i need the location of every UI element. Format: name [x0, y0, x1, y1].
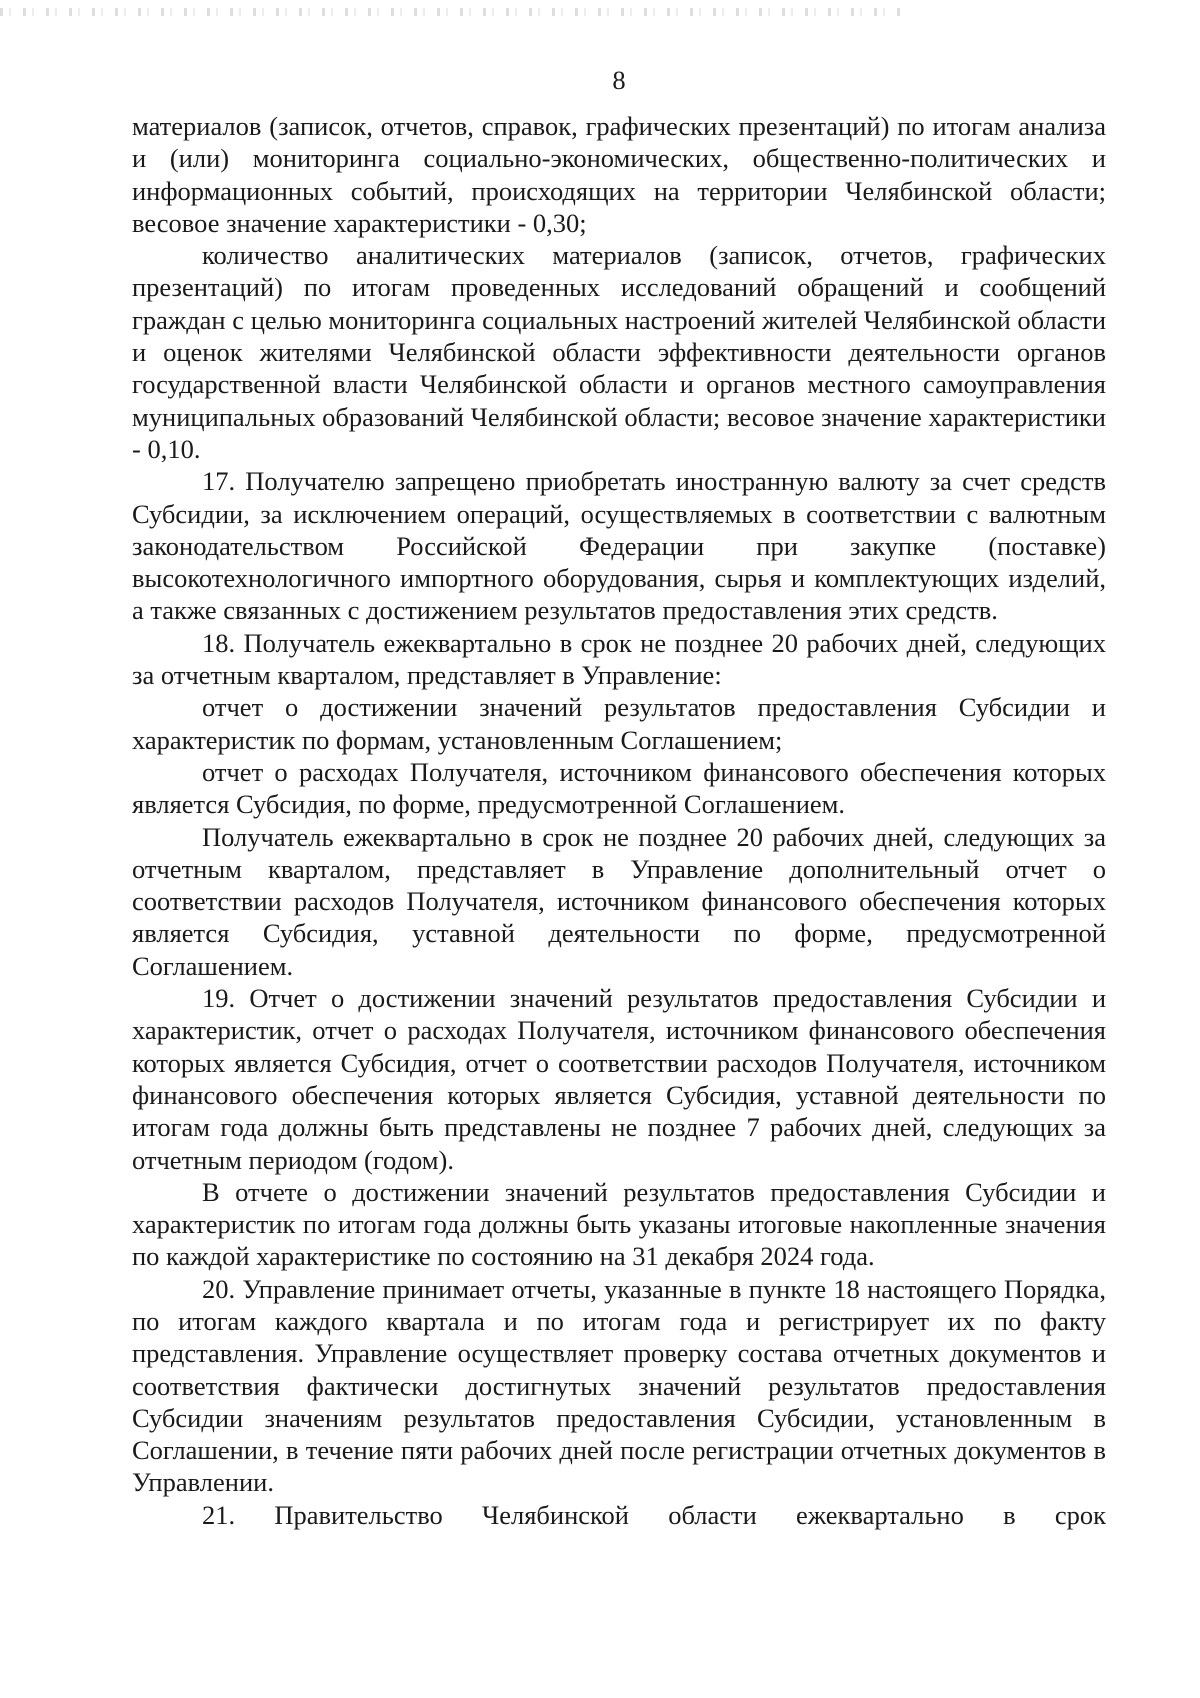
paragraph-19-annual-values: В отчете о достижении значений результатов предоставления Субсидии и характеристик по итогам года должны быть указаны итоговые накопленные значения по каждой характеристике по состоянию на 31 декабря 2024 года. [132, 1176, 1106, 1272]
paragraph-17: 17. Получателю запрещено приобретать иностранную валюту за счет средств Субсидии, за исключением операций, осуществляемых в соответствии с валютным законодательством Российской Федерации при закупке (поставке) высокотехнологичного импортного оборудования, сырья и комплектующих изделий, а также связанных с достижением результатов предоставления этих средств. [132, 466, 1106, 626]
paragraph-20: 20. Управление принимает отчеты, указанные в пункте 18 настоящего Порядка, по итогам каждого квартала и по итогам года и регистрирует их по факту представления. Управление осуществляет проверку состава отчетных документов и соответствия фактически достигнутых значений результатов предоставления Субсидии значениям результатов предоставления Субсидии, установленным в Соглашении, в течение пяти рабочих дней после регистрации отчетных документов в Управлении. [132, 1273, 1106, 1498]
paragraph-18: 18. Получатель ежеквартально в срок не позднее 20 рабочих дней, следующих за отчетным кварталом, представляет в Управление: [132, 627, 1106, 691]
paragraph-18-report-results: отчет о достижении значений результатов предоставления Субсидии и характеристик по формам, установленным Соглашением; [132, 692, 1106, 755]
paragraph-18-report-expenses: отчет о расходах Получателя, источником финансового обеспечения которых является Субсидия, по форме, предусмотренной Соглашением. [132, 756, 1106, 820]
page-number: 8 [612, 65, 626, 95]
paragraph-continuation: материалов (записок, отчетов, справок, графических презентаций) по итогам анализа и (или) мониторинга социально-экономических, общественно-политических и информационных событий, происходящих на территории Челябинской области; весовое значение характеристики - 0,30; [132, 111, 1106, 238]
paragraph-19: 19. Отчет о достижении значений результатов предоставления Субсидии и характеристик, отчет о расходах Получателя, источником финансового обеспечения которых является Субсидия, отчет о соответствии расходов Получателя, источником финансового обеспечения которых является Субсидия, уставной деятельности по итогам года должны быть представлены не позднее 7 рабочих дней, следующих за отчетным периодом (годом). [132, 983, 1106, 1175]
paragraph-21: 21. Правительство Челябинской области ежеквартально в срок [202, 1499, 1106, 1530]
paragraph-18-additional-report: Получатель ежеквартально в срок не позднее 20 рабочих дней, следующих за отчетным кварталом, представляет в Управление дополнительный отчет о соответствии расходов Получателя, источником финансового обеспечения которых является Субсидия, уставной деятельности по форме, предусмотренной Соглашением. [132, 821, 1106, 981]
scan-artifact [0, 8, 900, 16]
document-page [132, 62, 1106, 1531]
paragraph-analytical-materials: количество аналитических материалов (записок, отчетов, графических презентаций) по итогам проведенных исследований обращений и сообщений граждан с целью мониторинга социальных настроений жителей Челябинской области и оценок жителями Челябинской области эффективности деятельности органов государственной власти Челябинской области и органов местного самоуправления муниципальных образований Челябинской области; весовое значение характеристики - 0,10. [132, 240, 1106, 464]
